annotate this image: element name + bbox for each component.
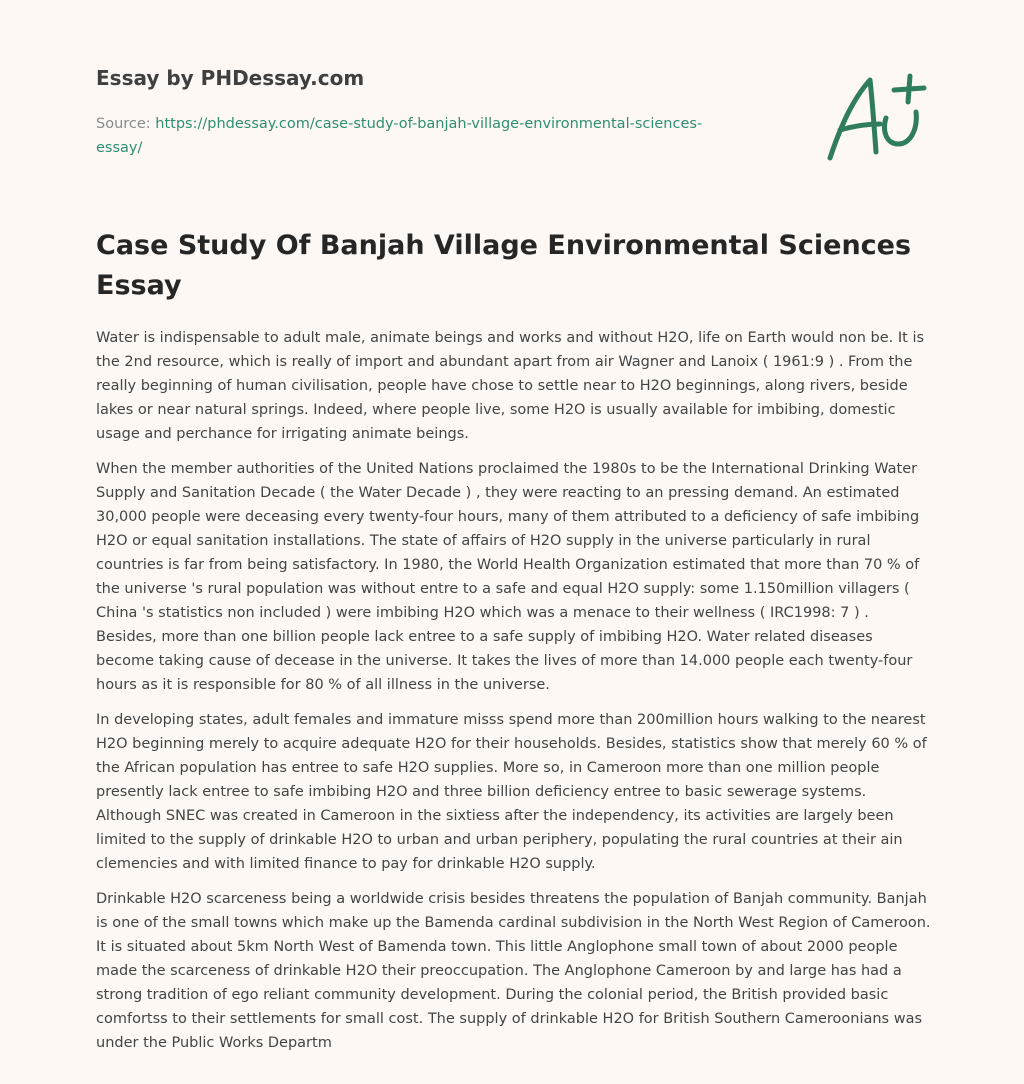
paragraph: In developing states, adult females and immature misss spend more than 200million hours walking to the nearest H2O beginning merely to acquire adequate H2O for their households. Besides, statistics show that merely 60 % of the African population has entree to safe H2O supplies. More so, in Cameroon more than one million people presently lack entree to safe imbibing H2O and three billion deficiency entree to basic sewerage systems. Although SNEC was created in Cameroon in the sixtiess after the independency, its activities are largely been limited to the supply of drinkable H2O to urban and urban periphery, populating the rural countries at their ain clemencies and with limited finance to pay for drinkable H2O supply. xyxy=(96,712,927,872)
site-title: Essay by PHDessay.com xyxy=(96,66,365,90)
source-line xyxy=(96,112,736,160)
source-link[interactable]: https://phdessay.com/case-study-of-banjah-village-environmental-sciences-essay/ xyxy=(96,116,703,156)
paragraph: Water is indispensable to adult male, animate beings and works and without H2O, life on Earth would non be. It is the 2nd resource, which is really of import and abundant apart from air Wagner and Lanoix ( 1961:9 ) . From the really beginning of human civilisation, people have chose to settle near to H2O beginnings, along rivers, beside lakes or near natural springs. Indeed, where people live, some H2O is usually available for imbibing, domestic usage and perchance for irrigating animate beings. xyxy=(96,330,925,442)
essay-body xyxy=(96,326,932,1066)
source-label: Source: xyxy=(96,116,156,132)
a-plus-logo-icon xyxy=(818,68,930,164)
paragraph: Drinkable H2O scarceness being a worldwide crisis besides threatens the population of Banjah community. Banjah is one of the small towns which make up the Bamenda cardinal subdivision in the North West Region of Cameroon. It is situated about 5km North West of Bamenda town. This little Anglophone small town of about 2000 people made the scarceness of drinkable H2O their preoccupation. The Anglophone Cameroon by and large has had a strong tradition of ego reliant community development. During the colonial period, the British provided basic comfortss to their settlements for small cost. The supply of drinkable H2O for British Southern Cameroonians was under the Public Works Departm xyxy=(96,891,931,1051)
paragraph: When the member authorities of the United Nations proclaimed the 1980s to be the International Drinking Water Supply and Sanitation Decade ( the Water Decade ) , they were reacting to an pressing demand. An estimated 30,000 people were deceasing every twenty-four hours, many of them attributed to a deficiency of safe imbibing H2O or equal sanitation installations. The state of affairs of H2O supply in the universe particularly in rural countries is far from being satisfactory. In 1980, the World Health Organization estimated that more than 70 % of the universe 's rural population was without entre to a safe and equal H2O supply: some 1.150million villagers ( China 's statistics non included ) were imbibing H2O which was a menace to their wellness ( IRC1998: 7 ) . Besides, more than one billion people lack entree to a safe supply of imbibing H2O. Water related diseases become taking cause of decease in the universe. It takes the lives of more than 14.000 people each twenty-four hours as it is responsible for 80 % of all illness in the universe. xyxy=(96,461,920,693)
essay-title: Case Study Of Banjah Village Environmental Sciences Essay xyxy=(96,230,912,301)
